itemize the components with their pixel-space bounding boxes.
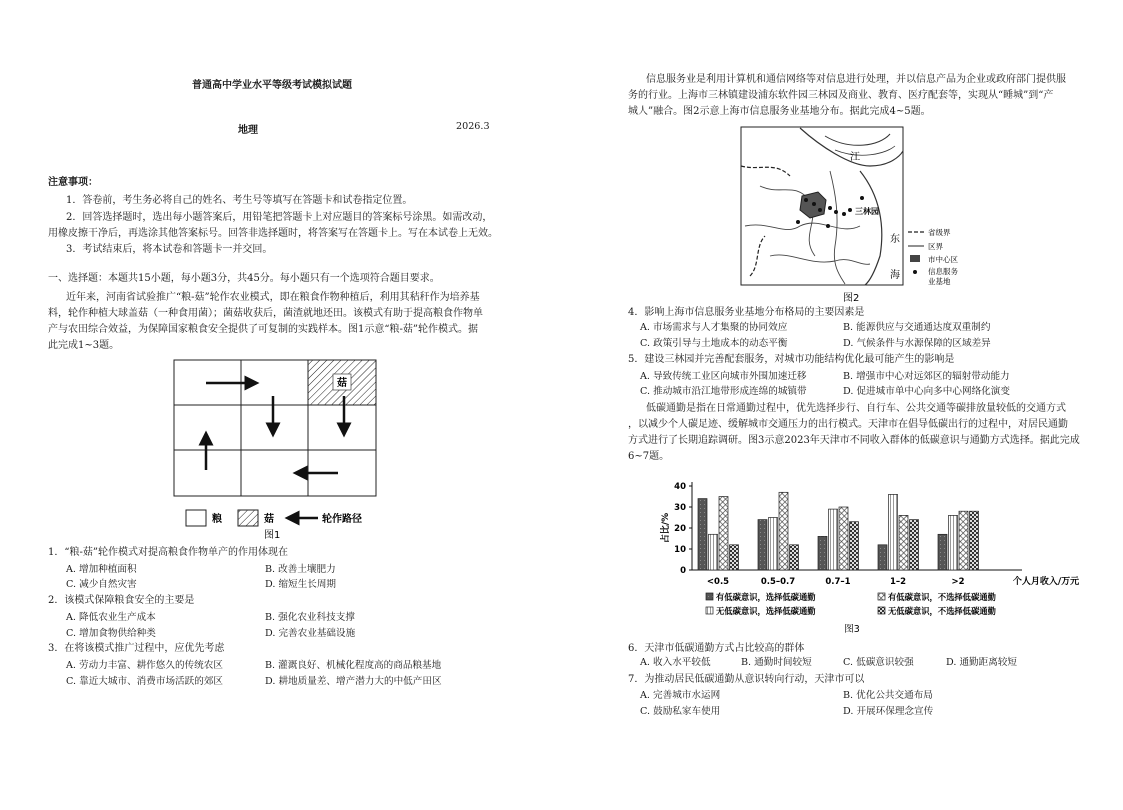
bar [698,499,707,570]
legend-swatch [706,607,713,614]
q2-option-b[interactable]: B. 强化农业科技支撑 [265,612,355,623]
fig2-caption: 图2 [843,293,860,304]
bar [790,545,799,570]
label-sanlin: 三林园 [855,207,879,216]
y-tick-label: 40 [674,482,686,492]
intro3-line-1: 低碳通勤是指在日常通勤过程中，优先选择步行、自行车、公共交通等碳排放量较低的交通方式 [646,403,1066,414]
label-jiang: 江 [850,152,860,163]
legend-label: 有低碳意识，不选择低碳通勤 [888,592,996,602]
bar [938,534,947,570]
notice-item-2-cont: 用橡皮擦干净后，再选涂其他答案标号。回答非选择题时，将答案写在答题卡上。写在本试卷上无效。 [48,228,498,239]
bar [959,511,968,570]
intro1-line-1: 近年来，河南省试验推广“粮-菇”轮作农业模式，即在粮食作物种植后，利用其秸秆作为培养基 [66,292,480,303]
q4-option-c[interactable]: C. 政策引导与土地成本的动态平衡 [640,338,788,349]
q1-option-d[interactable]: D. 缩短生长周期 [265,579,337,590]
bar [970,511,979,570]
q6-option-b[interactable]: B. 通勤时间较短 [741,657,812,668]
info-base-dot [848,208,852,212]
q1-option-a[interactable]: A. 增加种植面积 [66,564,137,575]
legend-center-swatch [910,255,920,262]
info-base-dot [826,224,830,228]
q6-option-c[interactable]: C. 低碳意识较强 [843,657,914,668]
q5-option-d[interactable]: D. 促进城市单中心向多中心网络化演变 [843,386,1010,397]
y-tick-label: 30 [674,503,686,513]
y-tick-label: 10 [674,545,686,555]
info-base-dot [834,210,838,214]
figure-2 [740,126,980,306]
notice-item-3: 3．考试结束后，将本试卷和答题卡一并交回。 [66,244,273,255]
x-tick-label: 0.7–1 [825,577,851,587]
legend-province: 省级界 [928,228,951,237]
q7-option-b[interactable]: B. 优化公共交通布局 [843,690,933,701]
bar [899,515,908,570]
q4-option-b[interactable]: B. 能源供应与交通通达度双重制约 [843,322,991,333]
legend-path: 轮作路径 [322,514,362,525]
figure-3-chart [656,472,1080,642]
bar [758,520,767,570]
notice-heading: 注意事项： [48,177,98,188]
legend-info-2: 业基地 [928,277,951,286]
notice-item-2: 2．回答选择题时，选出每小题答案后，用铅笔把答题卡上对应题目的答案标号涂黑。如需改动， [66,212,493,223]
q2-option-c[interactable]: C. 增加食物供给种类 [66,628,156,639]
legend-label: 有低碳意识，选择低碳通勤 [716,592,816,602]
bar [829,509,838,570]
q7-stem: 7．为推动居民低碳通勤从意识转向行动，天津市可以 [628,674,865,685]
q6-stem: 6．天津市低碳通勤方式占比较高的群体 [628,643,805,654]
intro3-line-4: 6~7题。 [628,451,670,462]
notice-item-1: 1．答卷前，考生务必将自己的姓名、考生号等填写在答题卡和试卷指定位置。 [66,195,413,206]
label-hai: 海 [890,270,900,281]
q5-stem: 5．建设三林园并完善配套服务，对城市功能结构优化最可能产生的影响是 [628,354,955,365]
info-base-dot [796,220,800,224]
q3-stem: 3．在将该模式推广过程中，应优先考虑 [48,643,225,654]
legend-mushroom: 菇 [264,514,274,525]
legend-swatch [878,607,885,614]
intro3-line-2: ，以减少个人碳足迹、缓解城市交通压力的出行模式。天津市在倡导低碳出行的过程中，对居民通勤 [628,419,1068,430]
legend-district: 区界 [928,242,943,251]
bar [769,518,778,571]
legend-info-1: 信息服务 [928,267,958,276]
y-tick-label: 0 [680,566,686,576]
bar [719,497,728,571]
intro2-line-3: 城人”融合。图2示意上海市信息服务业基地分布。据此完成4~5题。 [628,106,931,117]
intro3-line-3: 方式进行了长期追踪调研。图3示意2023年天津市不同收入群体的低碳意识与通勤方式选择。据此完成 [628,435,1080,446]
bar [730,545,739,570]
q2-option-a[interactable]: A. 降低农业生产成本 [66,612,156,623]
x-tick-label: >2 [951,577,965,587]
mushroom-label: 菇 [337,378,347,389]
subject-label: 地理 [238,125,258,136]
q1-stem: 1．“粮-菇”轮作模式对提高粮食作物单产的作用体现在 [48,547,288,558]
legend-swatch [706,593,713,600]
x-tick-label: 1–2 [889,577,907,587]
bar [818,536,827,570]
intro1-line-2: 料，轮作种植大球盖菇（一种食用菌）；菌菇收获后，菌渣就地还田。该模式有助于提高粮食作物单 [48,308,483,319]
q3-option-c[interactable]: C. 靠近大城市、消费市场活跃的郊区 [66,676,224,687]
legend-grain: 粮 [212,514,222,525]
exam-title: 普通高中学业水平等级考试模拟试题 [192,80,352,91]
q7-option-a[interactable]: A. 完善城市水运网 [640,690,721,701]
bar [878,545,887,570]
q5-option-a[interactable]: A. 导致传统工业区向城市外围加速迁移 [640,371,807,382]
q3-option-a[interactable]: A. 劳动力丰富、耕作悠久的传统农区 [66,660,223,671]
q2-option-d[interactable]: D. 完善农业基础设施 [265,628,356,639]
q1-option-c[interactable]: C. 减少自然灾害 [66,579,137,590]
legend-info-dot [913,270,917,274]
bar [839,507,848,570]
y-axis-label: 占比/% [661,512,671,544]
q4-option-a[interactable]: A. 市场需求与人才集聚的协同效应 [640,322,788,333]
bar [949,515,958,570]
section-heading: 一、选择题：本题共15小题，每小题3分，共45分。每小题只有一个选项符合题目要求。 [48,273,440,284]
q5-option-b[interactable]: B. 增强市中心对远郊区的辐射带动能力 [843,371,1010,382]
x-axis-label: 个人月收入/万元 [1012,577,1080,587]
legend-swatch [878,593,885,600]
legend-mushroom-swatch [238,510,258,526]
q6-option-a[interactable]: A. 收入水平较低 [640,657,711,668]
legend-label: 无低碳意识，选择低碳通勤 [716,606,816,616]
legend-grain-swatch [186,510,206,526]
intro2-line-1: 信息服务业是利用计算机和通信网络等对信息进行处理，并以信息产品为企业或政府部门提供服 [646,74,1066,85]
info-base-dot [804,198,808,202]
legend-label: 无低碳意识，不选择低碳通勤 [888,606,996,616]
exam-date: 2026.3 [456,121,490,132]
y-tick-label: 20 [674,524,686,534]
bar [779,492,788,570]
intro1-line-4: 此完成1~3题。 [48,340,120,351]
info-base-dot [860,196,864,200]
info-base-dot [818,208,822,212]
q6-option-d[interactable]: D. 通勤距离较短 [946,657,1018,668]
fig1-caption: 图1 [264,530,281,541]
fig3-caption: 图3 [844,624,860,635]
info-base-dot [812,202,816,206]
q7-option-d[interactable]: D. 开展环保理念宣传 [843,706,934,717]
bar [850,522,859,570]
info-base-dot [842,212,846,216]
q2-stem: 2．该模式保障粮食安全的主要是 [48,595,195,606]
x-tick-label: 0.5–0.7 [760,577,796,587]
info-base-dot [828,206,832,210]
label-dong: 东 [890,234,900,245]
bar [889,494,898,570]
q4-option-d[interactable]: D. 气候条件与水源保障的区域差异 [843,338,991,349]
q7-option-c[interactable]: C. 鼓励私家车使用 [640,706,721,717]
x-tick-label: <0.5 [706,577,730,587]
q5-option-c[interactable]: C. 推动城市沿江地带形成连绵的城镇带 [640,386,807,397]
figure-1 [168,356,388,544]
bar [910,520,919,570]
legend-center: 市中心区 [928,255,958,264]
intro1-line-3: 产与农田综合效益，为保障国家粮食安全提供了可复制的实践样本。图1示意“粮-菇”轮作模式。据 [48,324,478,335]
q4-stem: 4．影响上海市信息服务业基地分布格局的主要因素是 [628,307,865,318]
q3-option-d[interactable]: D. 耕地质量差、增产潜力大的中低产田区 [265,676,442,687]
q3-option-b[interactable]: B. 灌溉良好、机械化程度高的商品粮基地 [265,660,442,671]
intro2-line-2: 务的行业。上海市三林镇建设浦东软件园三林园及商业、教育、医疗配套等，实现从“睡城”到“产 [628,90,1054,101]
q1-option-b[interactable]: B. 改善土壤肥力 [265,564,336,575]
bar [709,534,718,570]
